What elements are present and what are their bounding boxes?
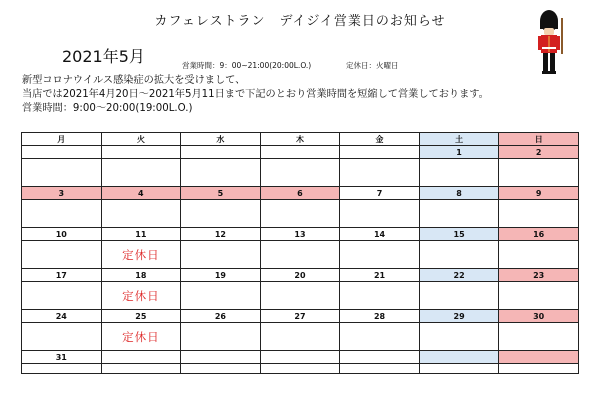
week-2-dates: [22, 187, 579, 200]
note-cell: [260, 200, 340, 228]
note-cell: [181, 159, 261, 187]
date-cell: [22, 146, 102, 159]
note-cell: [499, 364, 579, 374]
date-cell: 15: [419, 228, 499, 241]
note-cell: [499, 282, 579, 310]
note-cell: [260, 323, 340, 351]
note-cell: [260, 159, 340, 187]
note-cell: [22, 364, 102, 374]
date-cell: 18: [101, 269, 181, 282]
date-cell: 2: [499, 146, 579, 159]
date-cell: [101, 146, 181, 159]
date-cell: 21: [340, 269, 420, 282]
closed-day-note: 定休日: [101, 241, 181, 269]
note-cell: [22, 241, 102, 269]
note-cell: [101, 159, 181, 187]
date-cell: 20: [260, 269, 340, 282]
weekday-sun: 日: [499, 133, 579, 146]
week-1-dates: [22, 146, 579, 159]
weekday-sat: 土: [419, 133, 499, 146]
weekday-wed: 水: [181, 133, 261, 146]
closed-day-note: 定休日: [101, 323, 181, 351]
weekday-fri: 金: [340, 133, 420, 146]
weekday-mon: 月: [22, 133, 102, 146]
note-cell: [22, 282, 102, 310]
date-cell: 31: [22, 351, 102, 364]
note-cell: [340, 282, 420, 310]
weekday-tue: 火: [101, 133, 181, 146]
notice-line: 当店では2021年4月20日～2021年5月11日まで下記のとおり営業時間を短縮して営業しております。: [22, 89, 489, 100]
week-4-dates: [22, 269, 579, 282]
date-cell: [181, 146, 261, 159]
week-5-dates: [22, 310, 579, 323]
date-cell: 22: [419, 269, 499, 282]
date-cell: 24: [22, 310, 102, 323]
date-cell: 27: [260, 310, 340, 323]
date-cell: 11: [101, 228, 181, 241]
date-cell: [419, 351, 499, 364]
date-cell: 17: [22, 269, 102, 282]
date-cell: 6: [260, 187, 340, 200]
weekday-thu: 木: [260, 133, 340, 146]
date-cell: [340, 146, 420, 159]
note-cell: [101, 200, 181, 228]
note-cell: [181, 282, 261, 310]
note-cell: [340, 159, 420, 187]
note-cell: [340, 241, 420, 269]
week-5-notes: [22, 323, 579, 351]
notice-text: [22, 74, 489, 116]
week-6-dates: [22, 351, 579, 364]
note-cell: [419, 323, 499, 351]
note-cell: [260, 364, 340, 374]
note-cell: [22, 200, 102, 228]
note-cell: [181, 364, 261, 374]
date-cell: 7: [340, 187, 420, 200]
note-cell: [101, 364, 181, 374]
date-cell: [260, 351, 340, 364]
date-cell: 5: [181, 187, 261, 200]
week-1-notes: [22, 159, 579, 187]
date-cell: 25: [101, 310, 181, 323]
note-cell: [499, 241, 579, 269]
note-cell: [181, 323, 261, 351]
date-cell: [340, 351, 420, 364]
business-hours: 営業時間：9：00~21:00(20:00L.O.): [182, 61, 312, 70]
note-cell: [499, 323, 579, 351]
closed-day-info: 定休日：火曜日: [346, 61, 399, 70]
date-cell: 29: [419, 310, 499, 323]
date-cell: 1: [419, 146, 499, 159]
note-cell: [260, 241, 340, 269]
note-cell: [260, 282, 340, 310]
note-cell: [181, 241, 261, 269]
date-cell: 16: [499, 228, 579, 241]
date-cell: 9: [499, 187, 579, 200]
date-cell: 28: [340, 310, 420, 323]
date-cell: 3: [22, 187, 102, 200]
note-cell: [340, 323, 420, 351]
month-label: 2021年5月: [62, 47, 145, 66]
note-cell: [340, 364, 420, 374]
date-cell: 8: [419, 187, 499, 200]
calendar-table: [21, 132, 579, 374]
royal-guard-illustration: [530, 8, 572, 78]
note-cell: [22, 159, 102, 187]
week-4-notes: [22, 282, 579, 310]
note-cell: [499, 200, 579, 228]
note-cell: [419, 200, 499, 228]
date-cell: 12: [181, 228, 261, 241]
note-cell: [499, 159, 579, 187]
date-cell: [499, 351, 579, 364]
note-cell: [419, 364, 499, 374]
note-cell: [181, 200, 261, 228]
note-cell: [340, 200, 420, 228]
date-cell: 14: [340, 228, 420, 241]
date-cell: 10: [22, 228, 102, 241]
date-cell: 19: [181, 269, 261, 282]
note-cell: [419, 282, 499, 310]
page-title: カフェレストラン デイジイ営業日のお知らせ: [154, 14, 446, 29]
week-3-notes: [22, 241, 579, 269]
note-cell: [22, 323, 102, 351]
week-6-notes: [22, 364, 579, 374]
date-cell: [260, 146, 340, 159]
date-cell: 13: [260, 228, 340, 241]
closed-day-note: 定休日: [101, 282, 181, 310]
date-cell: 23: [499, 269, 579, 282]
date-cell: 30: [499, 310, 579, 323]
note-cell: [419, 241, 499, 269]
week-2-notes: [22, 200, 579, 228]
date-cell: 4: [101, 187, 181, 200]
weekday-header-row: [22, 133, 579, 146]
date-cell: [181, 351, 261, 364]
date-cell: 26: [181, 310, 261, 323]
notice-line: 新型コロナウイルス感染症の拡大を受けまして、: [22, 75, 246, 86]
week-3-dates: [22, 228, 579, 241]
notice-line: 営業時間：9:00～20:00(19:00L.O.): [22, 103, 193, 114]
date-cell: [101, 351, 181, 364]
note-cell: [419, 159, 499, 187]
